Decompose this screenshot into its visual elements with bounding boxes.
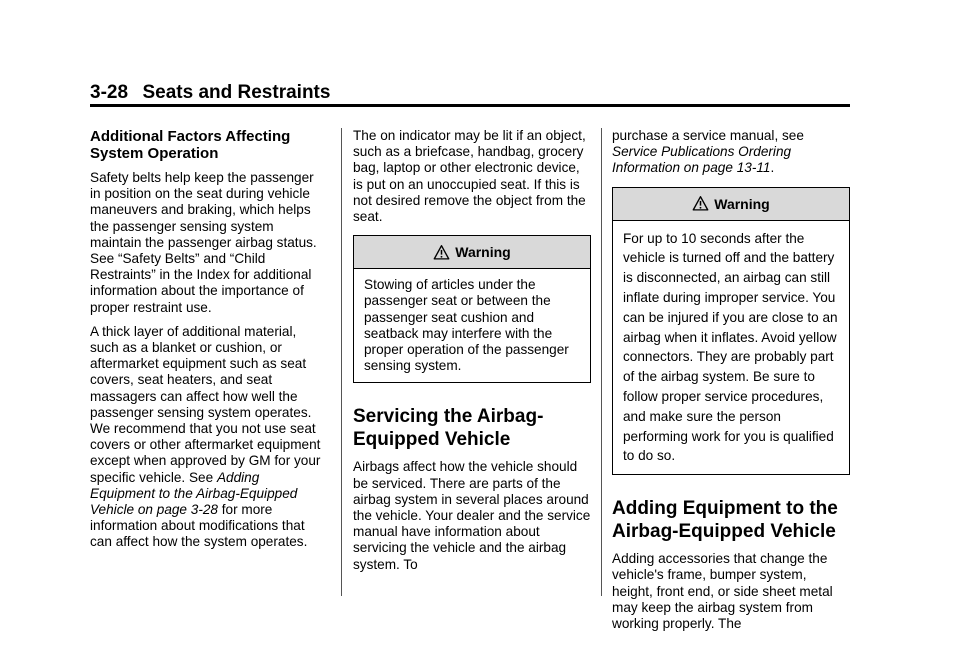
warning-text: For up to 10 seconds after the vehicle is turned off and the battery is disconnected, an airbag can still inflate during improper service. You can be injured if you are close to an airbag when it inflates. Avoid yellow connectors. They are probably part of the airbag system. Be sure to follow proper service procedures, and make sure the person performing work for you is qualified to do so. xyxy=(623,230,838,464)
warning-title: Warning xyxy=(714,195,770,212)
section-title: Seats and Restraints xyxy=(142,82,331,103)
warning-box xyxy=(612,187,850,476)
page-header xyxy=(90,82,850,104)
warning-body xyxy=(354,269,590,382)
paragraph xyxy=(612,128,850,177)
warning-header xyxy=(354,236,590,269)
warning-icon xyxy=(692,195,709,212)
paragraph-text: for more information about modifications that can affect how the system operates. xyxy=(90,502,308,550)
paragraph: Safety belts help keep the passenger in position on the seat during vehicle maneuvers and braking, which helps the passenger sensing system maintain the passenger airbag status. See “Safety Belts” and “Child Restraints” in the Index for additional information about the importance of proper restraint use. xyxy=(90,170,317,315)
header-rule xyxy=(90,104,850,107)
column-2 xyxy=(353,128,591,581)
warning-box xyxy=(353,235,591,383)
warning-header xyxy=(613,188,849,221)
paragraph xyxy=(90,324,328,551)
paragraph: The on indicator may be lit if an object, such as a briefcase, handbag, grocery bag, laptop or other electronic device, is put on an unoccupied seat. If this is not desired remove the object from the seat. xyxy=(353,128,586,225)
cross-reference-link[interactable]: Adding Equipment to the Airbag-Equipped Vehicle on page 3-28 xyxy=(90,469,298,518)
column-1 xyxy=(90,128,328,559)
page-number: 3-28 xyxy=(90,82,129,103)
subheading-additional-factors: Additional Factors Affecting System Operation xyxy=(90,128,291,162)
paragraph: Adding accessories that change the vehicle's frame, bumper system, height, front end, or side sheet metal may keep the airbag system from working properly. The xyxy=(612,551,833,631)
column-3 xyxy=(612,128,850,640)
cross-reference-link[interactable]: Service Publications Ordering Information on page 13-11 xyxy=(612,144,792,176)
heading-servicing: Servicing the Airbag-Equipped Vehicle xyxy=(353,406,544,451)
heading-adding-equipment: Adding Equipment to the Airbag-Equipped Vehicle xyxy=(612,498,838,543)
paragraph-text: A thick layer of additional material, such as a blanket or cushion, or aftermarket equipment such as seat covers, seat heaters, and seat massagers can affect how well the passenger sensing system operates. We recommend that you not use seat covers or other aftermarket equipment except when approved by GM for your specific vehicle. See xyxy=(90,323,321,485)
warning-title: Warning xyxy=(455,244,511,261)
paragraph-text: . xyxy=(770,160,775,176)
paragraph: Airbags affect how the vehicle should be serviced. There are parts of the airbag system in several places around the vehicle. Your dealer and the service manual have information about servicing the vehicle and the airbag system. To xyxy=(353,459,591,572)
warning-text: Stowing of articles under the passenger seat or between the passenger seat cushion and seatback may interfere with the proper operation of the passenger sensing system. xyxy=(364,277,569,374)
paragraph-text: purchase a service manual, see xyxy=(612,128,804,143)
warning-icon xyxy=(433,244,450,261)
column-divider xyxy=(341,128,342,596)
column-divider xyxy=(601,128,602,596)
warning-body xyxy=(613,221,849,475)
